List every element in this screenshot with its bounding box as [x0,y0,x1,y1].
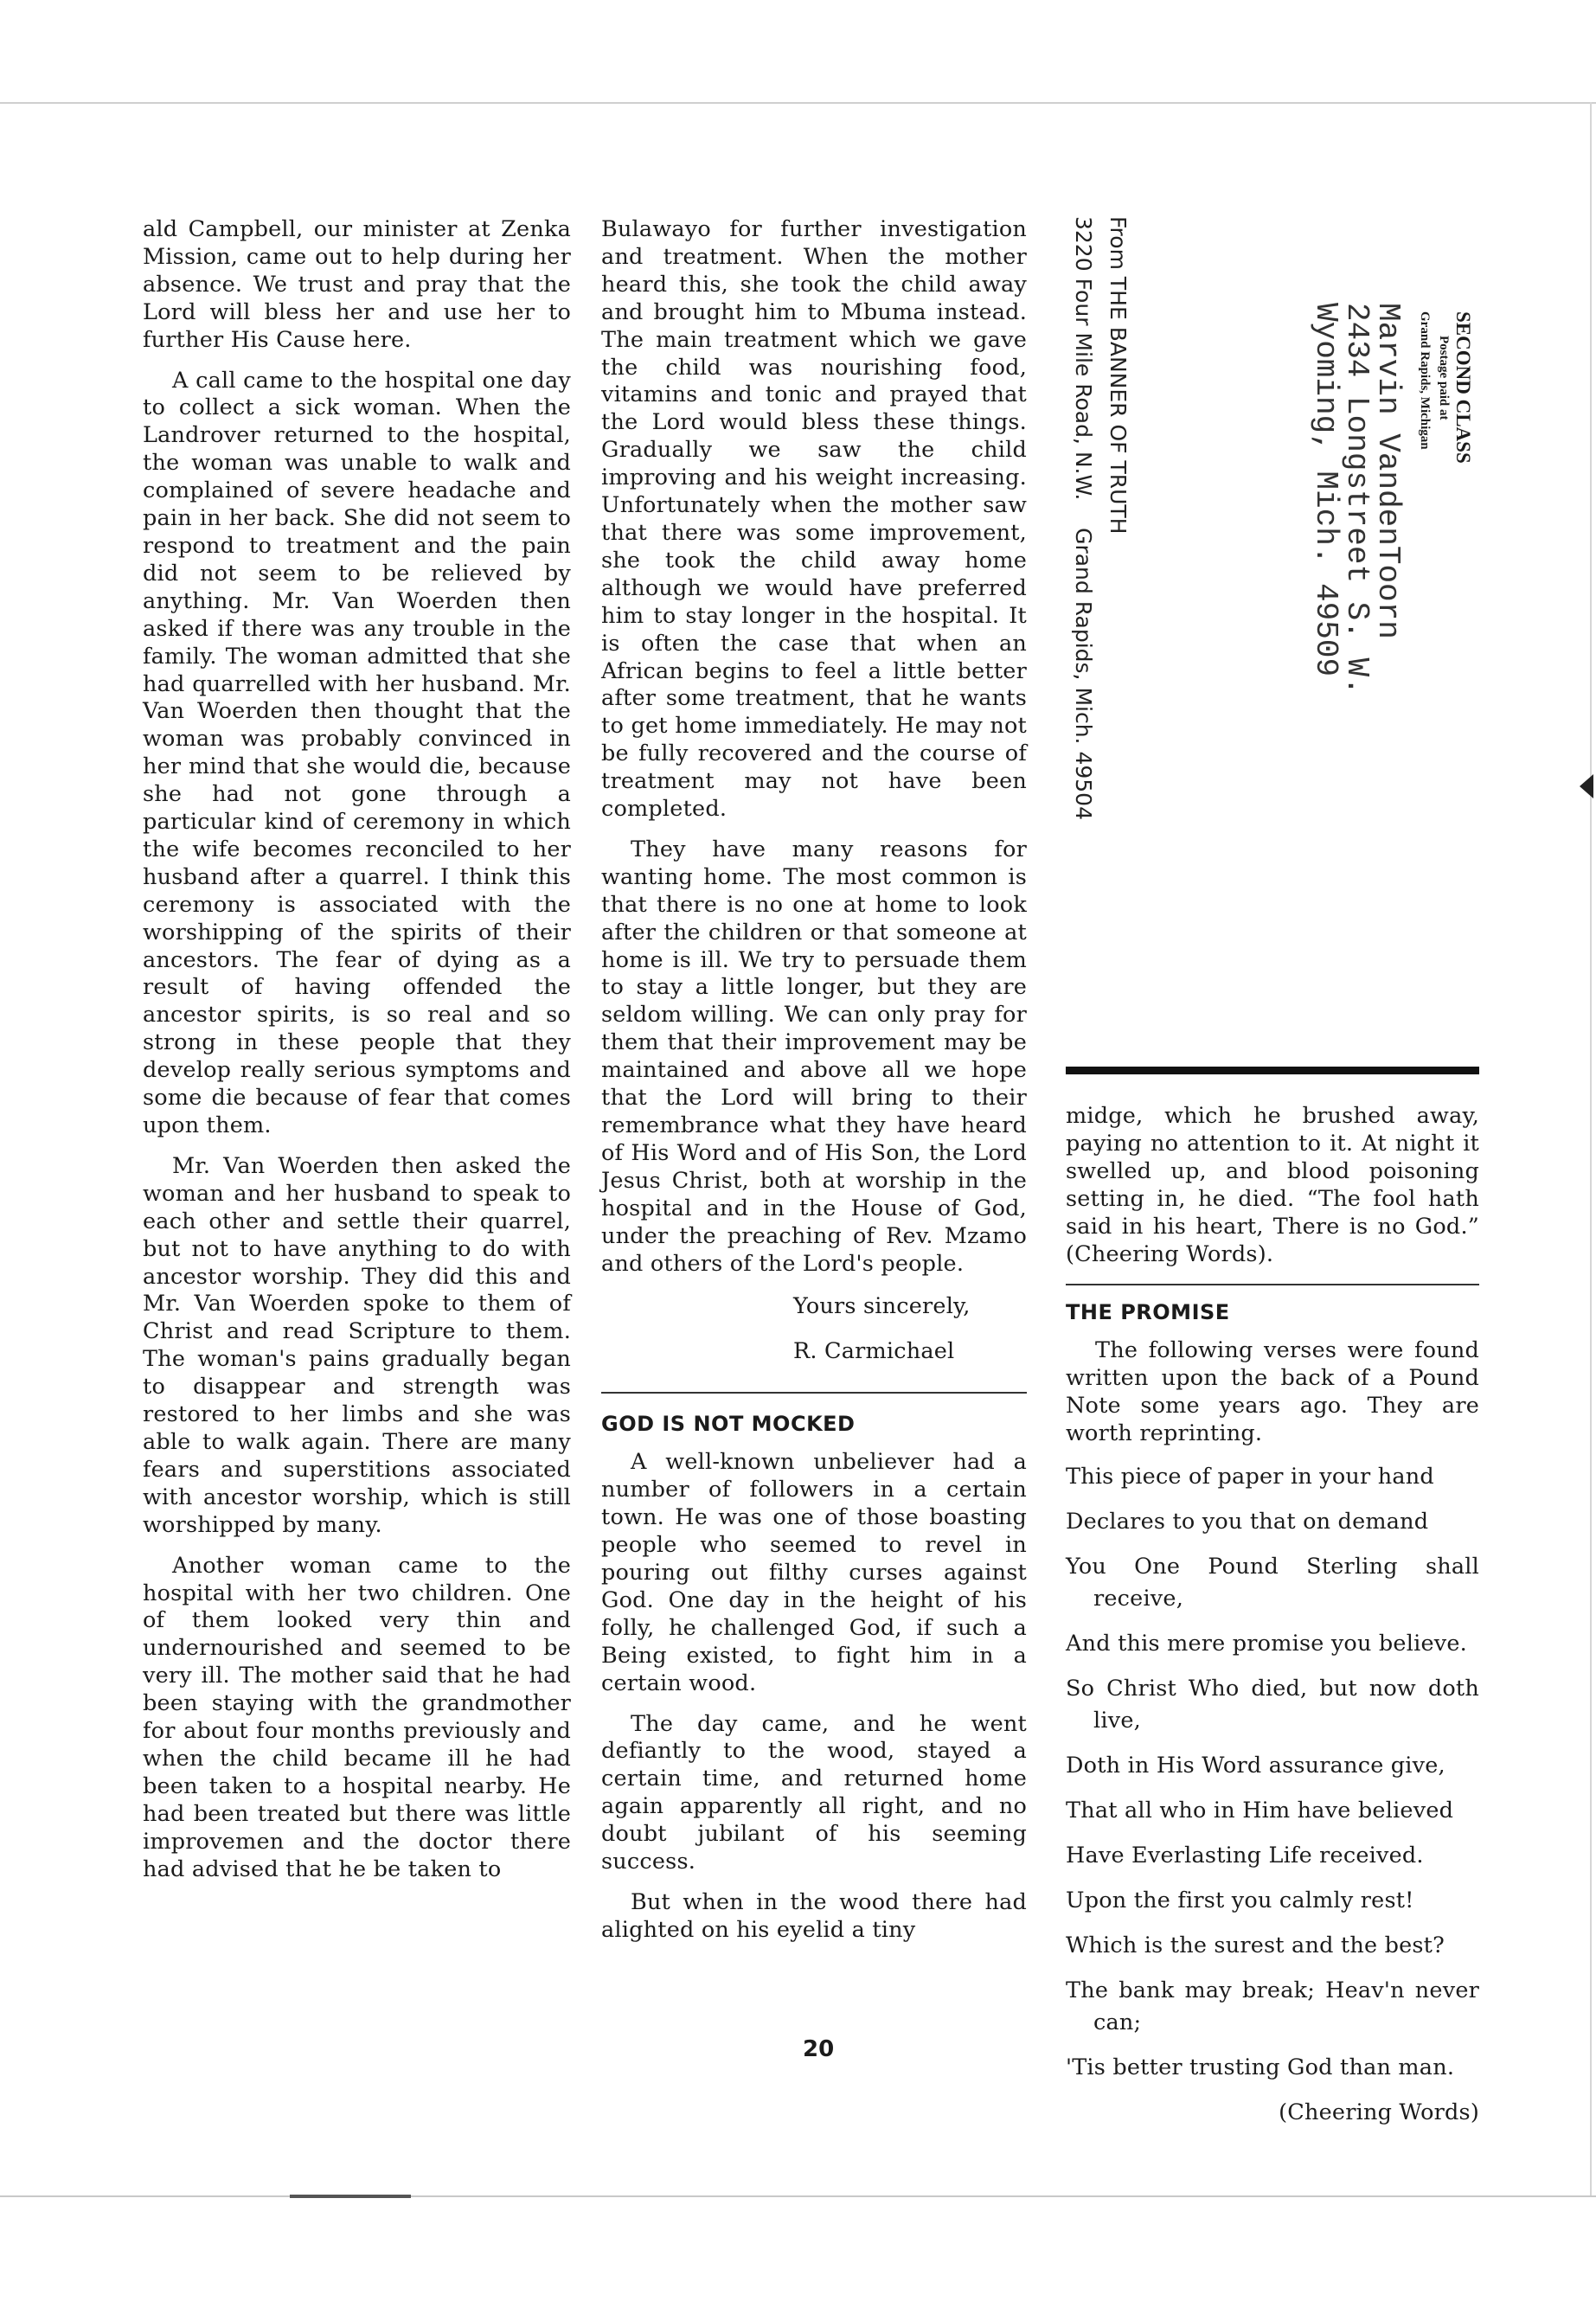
address-line: 2434 Longstreet S. W. [1339,303,1375,695]
poem-credit: (Cheering Words) [1279,2099,1479,2125]
paragraph: ald Campbell, our minister at Zenka Mission, came out to help during her absence. We trust and pray that the Lord will bless her and use her to further His Cause here. [143,216,571,353]
page-number: 20 [803,2036,835,2062]
signoff-name: R. Carmichael [793,1338,955,1365]
section-divider [1066,1284,1479,1285]
postage-paid: Postage paid at [1437,336,1451,420]
paragraph: They have many reasons for wanting home. The most common is that there is no one at home to look after the children or that someone at home is ill. We try to persuade them to stay a little longer, but they are seldom willing. We can only pray for them that their improvement may be maintained and above all we hope that the Lord will bring to their remembrance what they have heard of His Word and of His Son, the Lord Jesus Christ, both at worship in the hospital and in the House of God, under the preaching of Rev. Mzamo and others of the Lord's people. [601,836,1027,1277]
mailer-divider [1066,1067,1479,1074]
poem-line: You One Pound Sterling shall receive, [1066,1553,1479,1612]
postage-class: SECOND CLASS [1452,311,1474,464]
return-address [1066,216,1135,820]
poem-line: And this mere promise you believe. [1066,1630,1467,1657]
scan-mark [290,2195,411,2198]
poem-line: Upon the first you calmly rest! [1066,1887,1414,1913]
poem [1066,1461,1479,2084]
return-street: 3220 Four Mile Road, N.W. Grand Rapids, Mich. 49504 [1071,216,1096,820]
column-3 [1066,1103,1479,2129]
paragraph: midge, which he brushed away, paying no attention to it. At night it swelled up, and blood poisoning setting in, he died. “The fool hath said in his heart, There is no God.” (Cheering Words). [1066,1103,1479,1267]
poem-line: That all who in Him have believed [1066,1797,1454,1823]
column-2 [601,216,1027,1958]
paragraph: Mr. Van Woerden then asked the woman and her husband to speak to each other and settle their quarrel, but not to have anything to do with ancestor worship. They did this and Mr. Van Woerden spoke to them of Christ and read Scripture to them. The woman's pains gradually began to disappear and strength was restored to her limbs and she was able to walk again. There are many fears and superstitions associated with ancestor worship, which is still worshipped by many. [143,1152,571,1538]
paragraph: Bulawayo for further investigation and treatment. When the mother heard this, she took the child away and brought him to Mbuma instead. The main treatment which we gave the child was nourishing food, vitamins and tonic and prayed that the Lord would bless these things. Gradually we saw the child improving and his weight increasing. Unfortunately when the mother saw that there was some improvement, she took the child away home although we would have preferred him to stay longer in the hospital. It is often the case that when an African begins to feel a little better after some treatment, that he wants to get home immediately. He may not be fully recovered and the course of treatment may not have been completed. [601,216,1027,823]
article-heading: GOD IS NOT MOCKED [601,1412,856,1437]
paragraph: A call came to the hospital one day to collect a sick woman. When the Landrover returned to the hospital, the woman was unable to walk and complained of severe headache and pain in her back. She did not seem to respond to treatment and the pain did not seem to be relieved by anything. Mr. Van Woerden then asked if there was any trouble in the family. The woman admitted that she had quarrelled with her husband. Mr. Van Woerden then thought that the woman was probably convinced in her mind that she would die, because she had not gone through a particular kind of ceremony in which the wife becomes reconciled to her husband after a quarrel. I think this ceremony is associated with the worshipping of the spirits of their ancestors. The fear of dying as a result of having offended the ancestor spirits, is so real and so strong in these people that they develop really serious symptoms and some die because of fear that comes upon them. [143,367,571,1138]
page-right-edge [1590,102,1592,2197]
section-divider [601,1392,1027,1394]
poem-line: So Christ Who died, but now doth live, [1066,1675,1479,1734]
paragraph: Another woman came to the hospital with her two children. One of them looked very thin and undernourished and seemed to be very ill. The mother said that he had been staying with the grandmother for about four months previously and when the child became ill he had been taken to a hospital nearby. He had been treated but there was little improvemen and the doctor there had advised that he be taken to [143,1552,571,1882]
address-line: Wyoming, Mich. 49509 [1308,303,1343,677]
page-top-edge [0,102,1596,104]
poem-line: Doth in His Word assurance give, [1066,1752,1445,1779]
postage-indicia [1415,311,1472,464]
paragraph: A well-known unbeliever had a number of followers in a certain town. He was one of those boasting people who seemed to revel in pouring out filthy curses against God. One day in the height of his folly, he challenged God, if such a Being existed, to fight him in a certain wood. [601,1449,1027,1696]
address-line: Marvin VandenToorn [1370,303,1406,639]
paragraph: The day came, and he went defiantly to the wood, stayed a certain time, and returned home again apparently all right, and no doubt jubilant of his seeming success. [601,1710,1027,1875]
poem-line: The bank may break; Heav'n never can; [1066,1977,1479,2035]
paragraph: The following verses were found written upon the back of a Pound Note some years ago. They are worth reprinting. [1066,1337,1479,1447]
poem-line: This piece of paper in your hand [1066,1463,1434,1490]
poem-line: 'Tis better trusting God than man. [1066,2054,1455,2080]
paragraph: But when in the wood there had alighted on his eyelid a tiny [601,1888,1027,1943]
postage-city: Grand Rapids, Michigan [1418,311,1432,450]
poem-line: Declares to you that on demand [1066,1508,1429,1535]
recipient-address [1308,303,1406,695]
article-heading: THE PROMISE [1066,1300,1230,1325]
page-bottom-edge [0,2195,1596,2197]
poem-line: Which is the surest and the best? [1066,1932,1445,1958]
return-publisher: From THE BANNER OF TRUTH [1106,216,1131,535]
column-1 [143,216,571,1896]
poem-line: Have Everlasting Life received. [1066,1842,1424,1868]
signoff-closing: Yours sincerely, [793,1293,971,1320]
scan-edge-mark [1580,774,1593,798]
mailing-label [1057,216,1472,874]
